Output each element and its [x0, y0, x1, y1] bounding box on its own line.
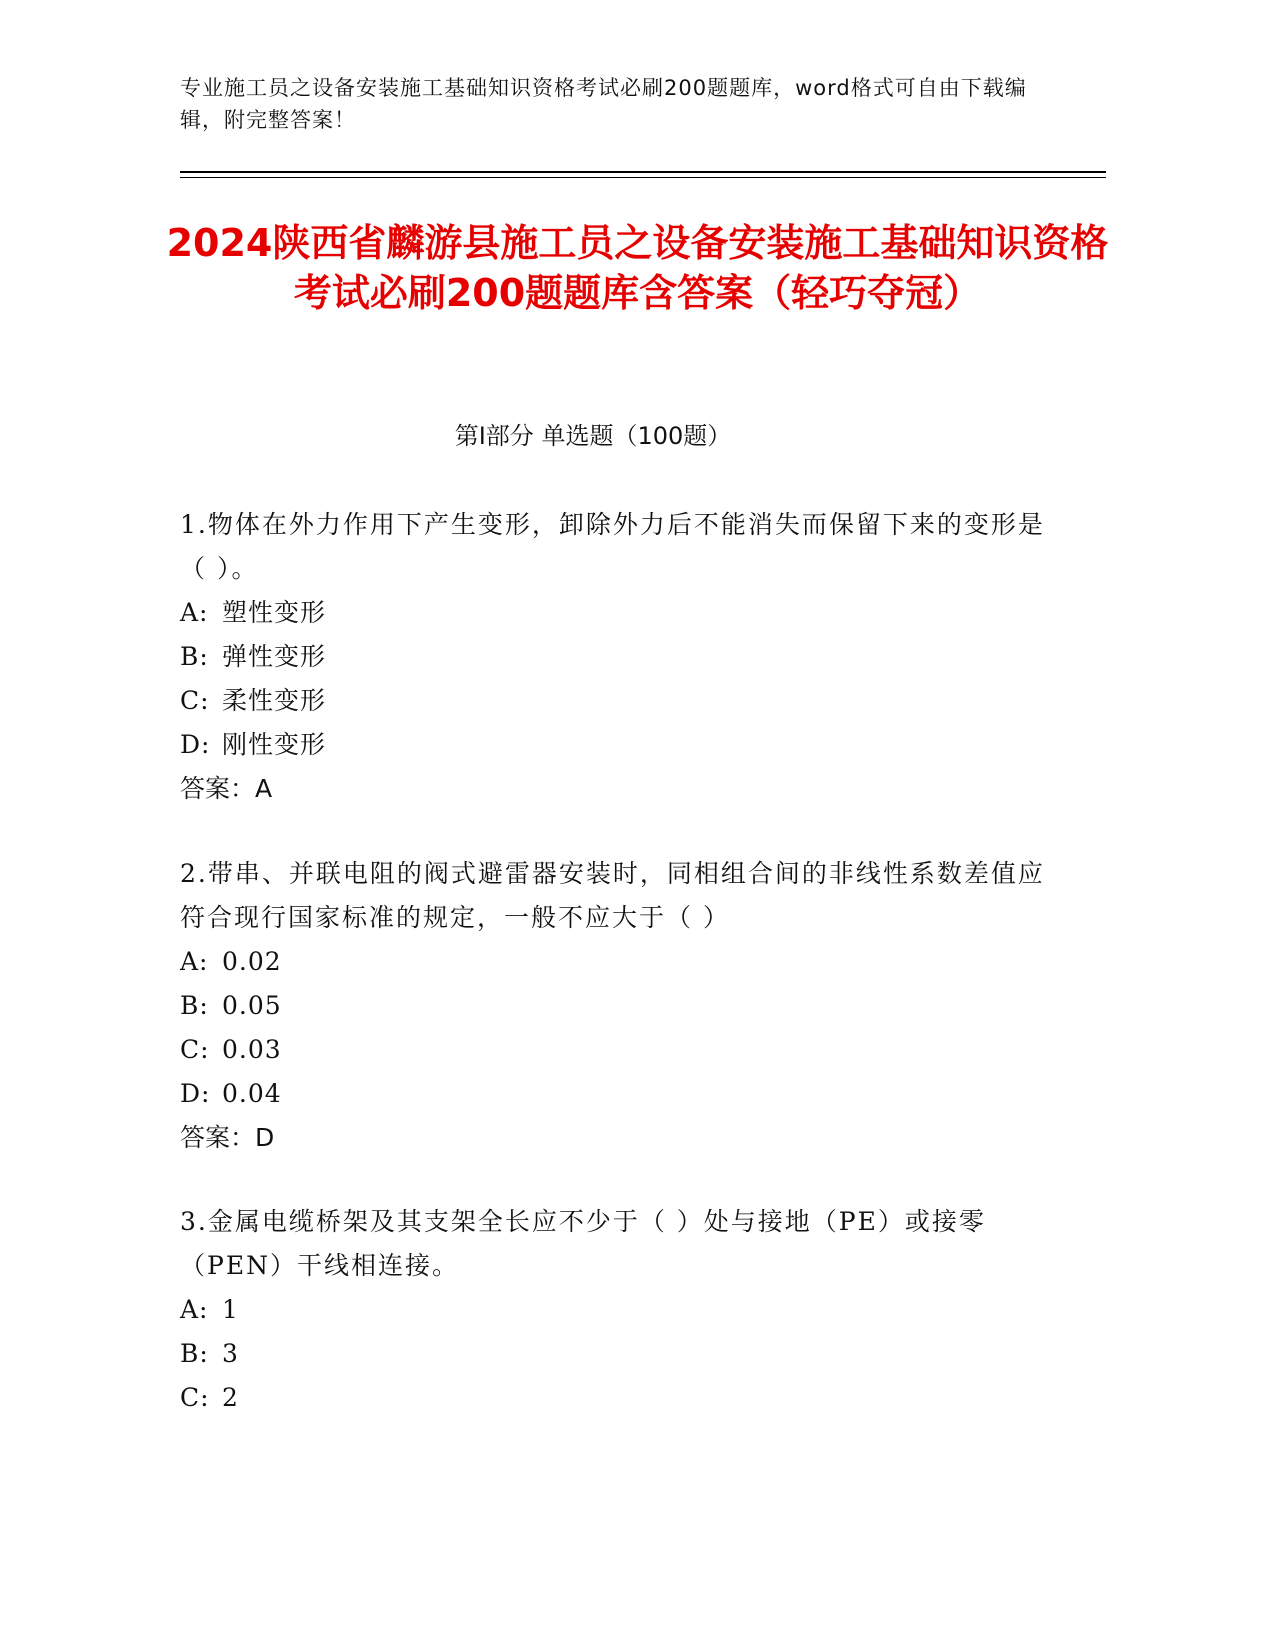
option-key: D:	[180, 1079, 211, 1108]
section-heading: 第I部分 单选题（100题）	[454, 422, 732, 450]
option-key: A:	[180, 598, 209, 627]
option-key: B:	[180, 991, 209, 1020]
option-a	[180, 1288, 1060, 1332]
answer-line: 答案：A	[180, 774, 273, 803]
option-text: 0.05	[222, 991, 282, 1020]
option-key: B:	[180, 642, 209, 671]
header-divider-thin	[180, 177, 1106, 178]
option-b	[180, 1332, 1060, 1376]
option-key: A:	[180, 1295, 209, 1324]
option-text: 弹性变形	[222, 642, 327, 671]
option-text: 塑性变形	[222, 598, 327, 627]
option-text: 0.03	[222, 1035, 282, 1064]
option-a	[180, 591, 1060, 635]
option-text: 1	[222, 1295, 239, 1324]
option-d	[180, 723, 1060, 767]
option-key: B:	[180, 1339, 209, 1368]
option-a	[180, 940, 1060, 984]
header-divider-thick	[180, 171, 1106, 173]
question-stem: 3.金属电缆桥架及其支架全长应不少于（ ）处与接地（PE）或接零（PEN）干线相连接。	[180, 1207, 986, 1280]
option-d	[180, 1072, 1060, 1116]
answer-line: 答案：D	[180, 1123, 275, 1152]
question-stem: 1.物体在外力作用下产生变形，卸除外力后不能消失而保留下来的变形是（ ）。	[180, 510, 1045, 583]
option-c	[180, 679, 1060, 723]
option-key: C:	[180, 1383, 210, 1412]
option-text: 刚性变形	[222, 730, 327, 759]
question-3	[180, 1200, 1060, 1420]
option-key: C:	[180, 1035, 210, 1064]
question-1	[180, 503, 1060, 811]
option-b	[180, 984, 1060, 1028]
option-b	[180, 635, 1060, 679]
question-2	[180, 852, 1060, 1160]
option-text: 2	[222, 1383, 239, 1412]
option-text: 柔性变形	[222, 686, 327, 715]
document-title: 2024陕西省麟游县施工员之设备安装施工基础知识资格考试必刷200题题库含答案（轻巧夺冠）	[166, 221, 1109, 315]
option-text: 0.04	[222, 1079, 282, 1108]
option-text: 0.02	[222, 947, 282, 976]
question-stem: 2.带串、并联电阻的阀式避雷器安装时，同相组合间的非线性系数差值应符合现行国家标准的规定，一般不应大于（ ）	[180, 859, 1045, 932]
document-header: 专业施工员之设备安装施工基础知识资格考试必刷200题题库，word格式可自由下载编辑，附完整答案！	[180, 76, 1027, 132]
option-text: 3	[222, 1339, 239, 1368]
option-key: C:	[180, 686, 210, 715]
option-key: A:	[180, 947, 209, 976]
option-c	[180, 1376, 1060, 1420]
option-c	[180, 1028, 1060, 1072]
option-key: D:	[180, 730, 211, 759]
